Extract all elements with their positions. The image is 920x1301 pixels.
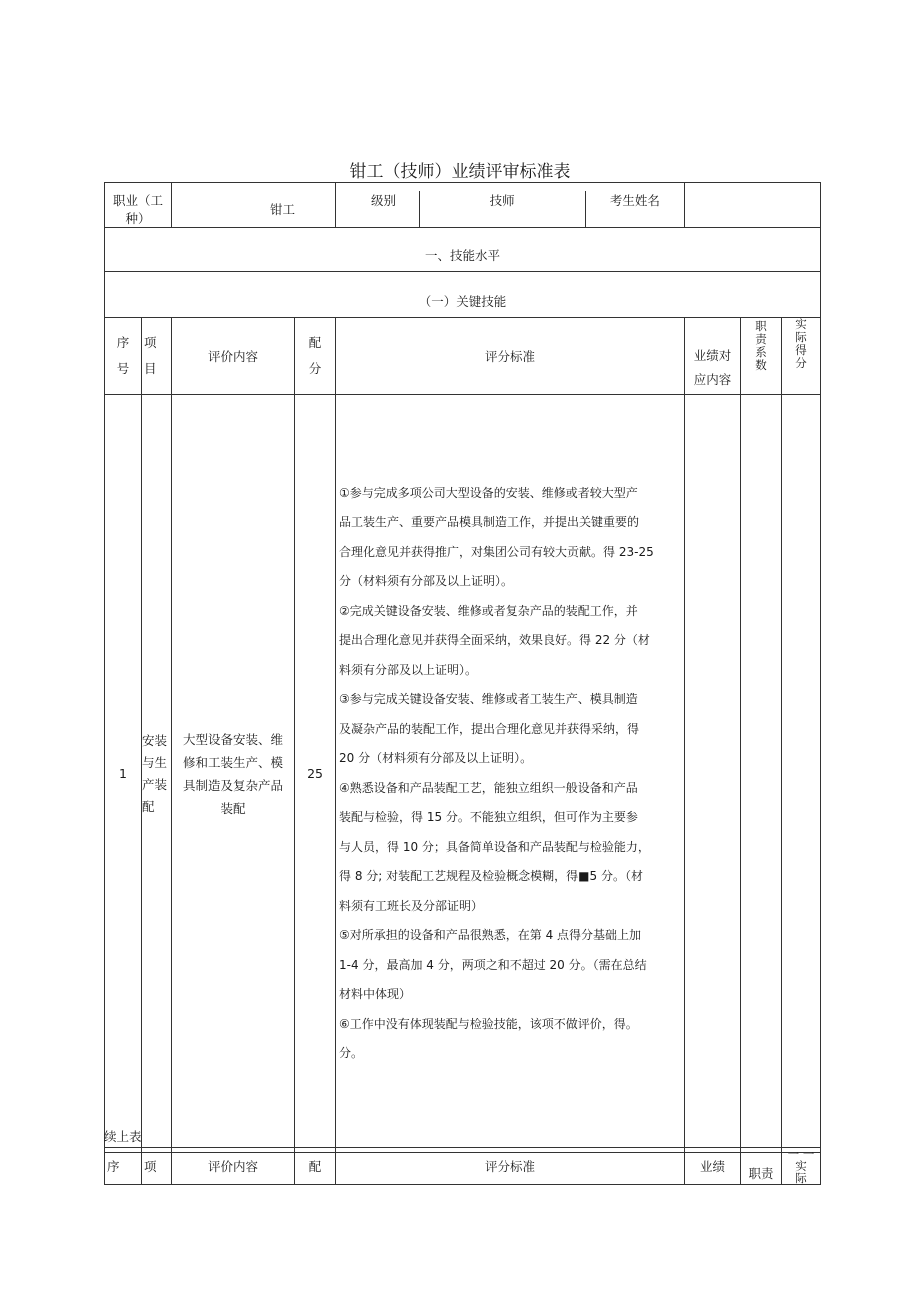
header-item: 项 目 (142, 318, 172, 395)
criteria-line: 得 8 分; 对装配工艺规程及检验概念模糊，得■5 分。（材 (339, 869, 643, 883)
level-value: 技师 (420, 191, 586, 227)
header-content: 评价内容 (172, 318, 295, 395)
cont-header-content: 评价内容 (172, 1148, 295, 1185)
criteria-line: 料须有分部及以上证明）。 (339, 662, 478, 677)
criteria-line: 品工装生产、重要产品模具制造工作，并提出关键重要的 (339, 515, 640, 529)
criteria-line: 与人员，得 10 分；具备简单设备和产品装配与检验能力， (339, 839, 650, 854)
level-label: 级别 (336, 191, 420, 227)
page-title: 钳工（技师）业绩评审标准表 (349, 162, 571, 182)
cont-header-actual: 一 一 实 际 (782, 1148, 821, 1185)
row-item: 安装 与生 产装 配 (142, 395, 172, 1153)
cont-header-performance: 业绩 (685, 1148, 741, 1185)
criteria-line: 装配与检验，得 15 分。不能独立组织，但可作为主要参 (339, 810, 638, 824)
criteria-line: 分。 (339, 1046, 364, 1060)
criteria-line: 合理化意见并获得推广，对集团公司有较大贡献。得 23-25 (339, 544, 654, 559)
header-criteria: 评分标准 (336, 318, 685, 395)
criteria-line: ⑤对所承担的设备和产品很熟悉，在第 4 点得分基础上加 (339, 928, 642, 942)
criteria-line: ②完成关键设备安装、维修或者复杂产品的装配工作，并 (339, 603, 638, 618)
criteria-line: ①参与完成多项公司大型设备的安装、维修或者较大型产 (339, 485, 638, 500)
evaluation-table (104, 182, 821, 1153)
candidate-value[interactable] (685, 183, 821, 228)
row-performance[interactable] (685, 395, 741, 1153)
criteria-line: 20 分（材料须有分部及以上证明）。 (339, 751, 533, 765)
header-actual: 实 际 得 分 (782, 318, 821, 395)
header-score: 配 分 (295, 318, 336, 395)
row-actual[interactable] (782, 395, 821, 1153)
continued-table (104, 1147, 821, 1185)
row-criteria (336, 395, 685, 1153)
continued-header-row (105, 1148, 821, 1185)
criteria-line: 材料中体现） (339, 987, 412, 1001)
cont-header-score: 配 (295, 1148, 336, 1185)
criteria-line: ④熟悉设备和产品装配工艺，能独立组织一般设备和产品 (339, 780, 638, 795)
occupation-value: 钳工 (172, 183, 336, 228)
cont-header-item: 项 (142, 1148, 172, 1185)
criteria-line: 分（材料须有分部及以上证明）。 (339, 574, 514, 588)
row-score: 25 (295, 395, 336, 1153)
row-content: 大型设备安装、维 修和工装生产、模 具制造及复杂产品 装配 (172, 395, 295, 1153)
criteria-line: ⑥工作中没有体现装配与检验技能，该项不做评价，得。 (339, 1016, 638, 1031)
criteria-line: 1-4 分，最高加 4 分，两项之和不超过 20 分。（需在总结 (339, 957, 647, 972)
criteria-line: 提出合理化意见并获得全面采纳，效果良好。得 22 分（材 (339, 633, 650, 647)
row-seq: 1 (105, 395, 142, 1153)
criteria-line: 及凝杂产品的装配工作，提出合理化意见并获得采纳，得 (339, 721, 640, 736)
cont-header-criteria: 评分标准 (336, 1148, 685, 1185)
criteria-line: ③参与完成关键设备安装、维修或者工装生产、模具制造 (339, 692, 638, 706)
occupation-label: 职业（工种） (105, 183, 172, 228)
criteria-line: 料须有工班长及分部证明） (339, 898, 484, 913)
criteria-list (339, 479, 680, 1069)
table-row (105, 395, 821, 1153)
info-row (105, 183, 821, 228)
continued-label: 续上表 (104, 1129, 142, 1144)
row-coef[interactable] (741, 395, 782, 1153)
candidate-label: 考生姓名 (609, 193, 660, 208)
section-subheading: （一）关键技能 (105, 272, 821, 318)
header-seq: 序 号 (105, 318, 142, 395)
table-header-row (105, 318, 821, 395)
section-heading: 一、技能水平 (105, 228, 821, 272)
cont-header-seq: 序 (105, 1148, 142, 1185)
header-performance: 业绩对 应内容 (685, 318, 741, 395)
cont-header-coef: 职责 (741, 1148, 782, 1185)
header-coef: 职 责 系 数 (741, 318, 782, 395)
